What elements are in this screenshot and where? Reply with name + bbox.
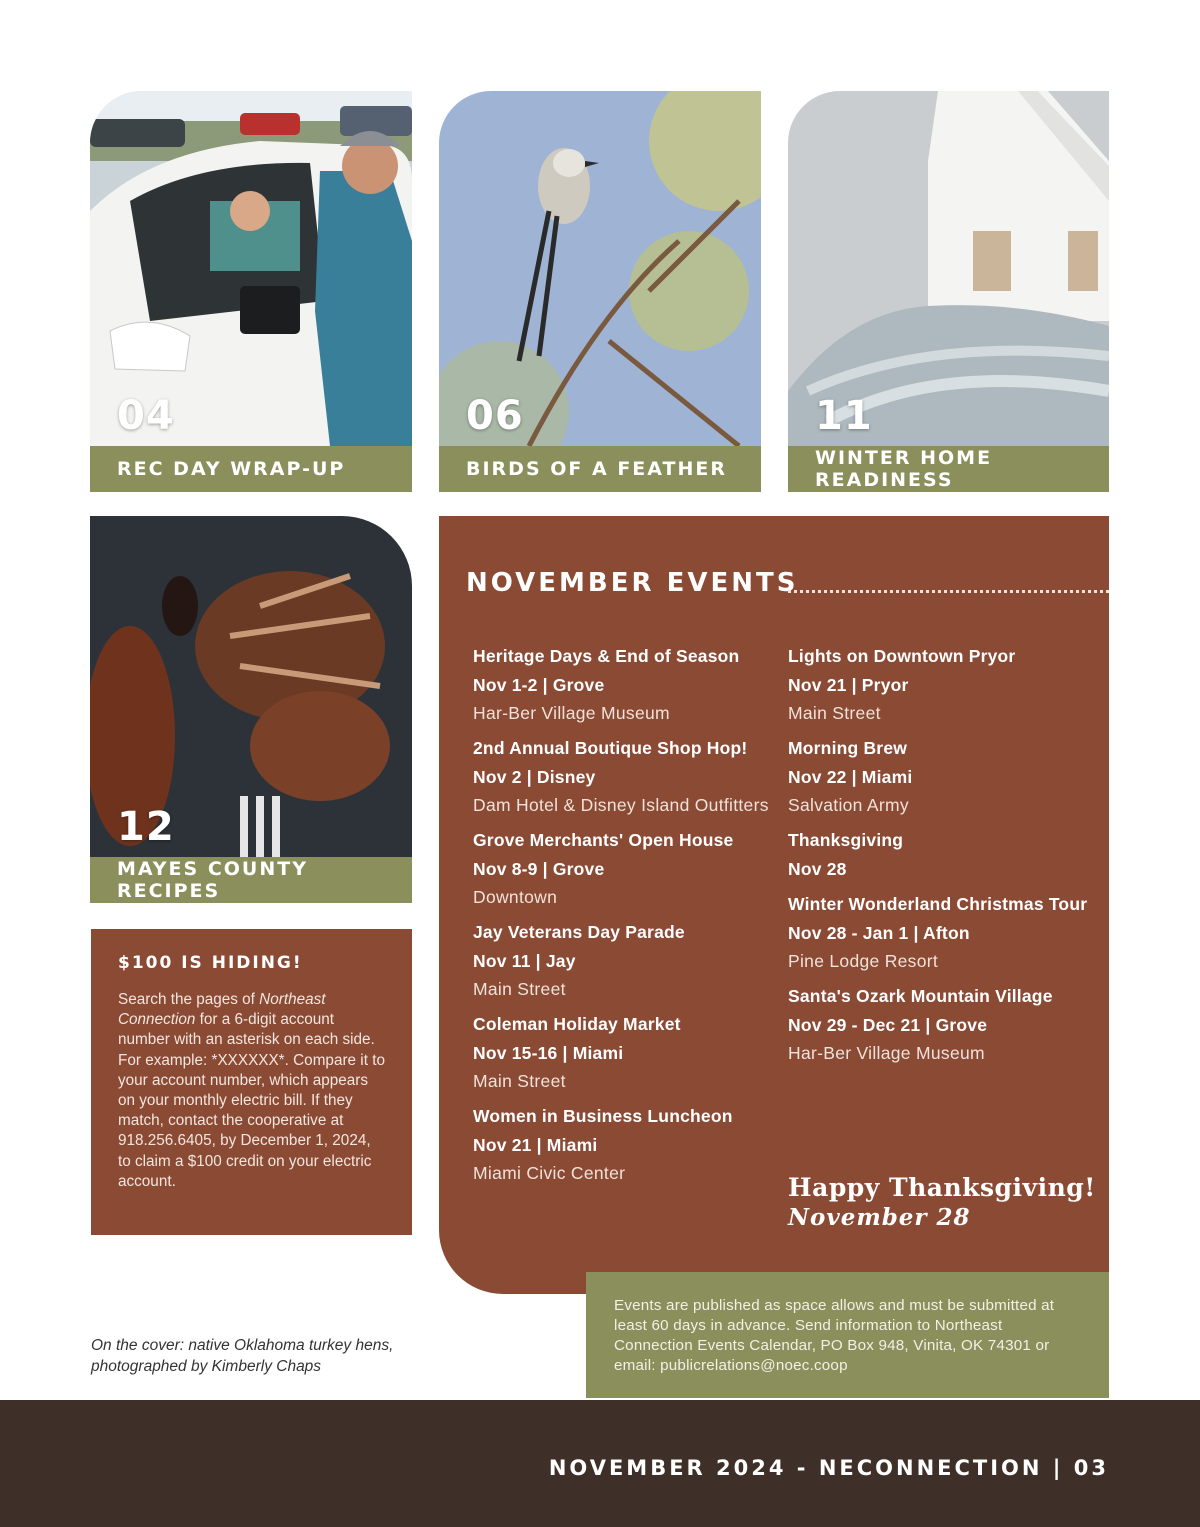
event-title: Women in Business Luncheon bbox=[473, 1106, 733, 1126]
event-venue: Main Street bbox=[473, 1071, 566, 1091]
footer-text: NOVEMBER 2024 - NECONNECTION | 03 bbox=[548, 1456, 1109, 1480]
event-venue: Main Street bbox=[788, 703, 881, 723]
event-venue: Har-Ber Village Museum bbox=[788, 1043, 985, 1063]
article-title[interactable]: MAYES COUNTY RECIPES bbox=[90, 857, 412, 903]
event-item bbox=[788, 984, 1088, 1065]
event-date: Nov 1-2 | Grove bbox=[473, 675, 605, 695]
event-title: Winter Wonderland Christmas Tour bbox=[788, 894, 1088, 914]
article-card-winter[interactable] bbox=[788, 91, 1109, 492]
event-venue: Downtown bbox=[473, 887, 558, 907]
event-date: Nov 21 | Pryor bbox=[788, 675, 909, 695]
event-venue: Pine Lodge Resort bbox=[788, 951, 939, 971]
page-number: 12 bbox=[117, 804, 175, 850]
event-date: Nov 11 | Jay bbox=[473, 951, 576, 971]
contest-title: $100 IS HIDING! bbox=[118, 953, 303, 973]
event-date: Nov 28 bbox=[788, 859, 847, 879]
event-item bbox=[473, 644, 773, 725]
greeting-text: Happy Thanksgiving! bbox=[788, 1173, 1096, 1202]
article-card-birds[interactable] bbox=[439, 91, 761, 492]
event-date: Nov 29 - Dec 21 | Grove bbox=[788, 1015, 988, 1035]
article-card-recipes[interactable] bbox=[90, 516, 412, 903]
page-number: 06 bbox=[466, 393, 524, 439]
dotted-divider bbox=[788, 590, 1109, 593]
event-venue: Dam Hotel & Disney Island Outfitters bbox=[473, 795, 769, 815]
event-title: Coleman Holiday Market bbox=[473, 1014, 681, 1034]
event-title: Santa's Ozark Mountain Village bbox=[788, 986, 1053, 1006]
event-item bbox=[788, 892, 1088, 973]
page-number: 11 bbox=[815, 393, 873, 439]
article-title[interactable]: WINTER HOME READINESS bbox=[788, 446, 1109, 492]
event-item bbox=[473, 920, 773, 1001]
page-number: 04 bbox=[117, 393, 175, 439]
event-date: Nov 15-16 | Miami bbox=[473, 1043, 624, 1063]
event-item bbox=[473, 736, 773, 817]
article-title[interactable]: BIRDS OF A FEATHER bbox=[439, 446, 761, 492]
article-title[interactable]: REC DAY WRAP-UP bbox=[90, 446, 412, 492]
event-title: Lights on Downtown Pryor bbox=[788, 646, 1016, 666]
event-item bbox=[473, 828, 773, 909]
event-date: Nov 22 | Miami bbox=[788, 767, 913, 787]
cover-caption: On the cover: native Oklahoma turkey hens, photographed by Kimberly Chaps bbox=[91, 1337, 394, 1375]
event-venue: Har-Ber Village Museum bbox=[473, 703, 670, 723]
contest-text: Search the pages of Northeast Connection for a 6-digit account number with an asterisk on each side. For example: *XXXXXX*. Compare it to your account number, which appears on your monthly electric bill. If they match, contact the cooperative at 918.256.6405, by December 1, 2024, to claim a $100 credit on your electric account. bbox=[118, 991, 385, 1190]
event-venue: Salvation Army bbox=[788, 795, 909, 815]
event-venue: Main Street bbox=[473, 979, 566, 999]
thanksgiving-greeting bbox=[788, 1173, 1096, 1231]
event-date: Nov 8-9 | Grove bbox=[473, 859, 605, 879]
event-item bbox=[788, 644, 1088, 725]
event-item bbox=[473, 1104, 773, 1185]
event-date: Nov 28 - Jan 1 | Afton bbox=[788, 923, 970, 943]
event-title: Grove Merchants' Open House bbox=[473, 830, 734, 850]
article-card-rec-day[interactable] bbox=[90, 91, 412, 492]
events-column-left bbox=[473, 644, 773, 1196]
event-item bbox=[788, 828, 1088, 881]
events-title: NOVEMBER EVENTS bbox=[466, 568, 799, 598]
event-date: Nov 21 | Miami bbox=[473, 1135, 598, 1155]
events-column-right bbox=[788, 644, 1088, 1076]
page-footer bbox=[0, 1400, 1200, 1527]
event-title: Heritage Days & End of Season bbox=[473, 646, 740, 666]
event-title: Thanksgiving bbox=[788, 830, 904, 850]
event-title: 2nd Annual Boutique Shop Hop! bbox=[473, 738, 748, 758]
event-venue: Miami Civic Center bbox=[473, 1163, 626, 1183]
events-panel bbox=[439, 516, 1109, 1294]
submission-notice: Events are published as space allows and must be submitted at least 60 days in advance. Send information to Northeast Connection Events Calendar, PO Box 948, Vinita, OK 74301 or email: publicrelations@noec.coop bbox=[586, 1272, 1109, 1398]
event-item bbox=[788, 736, 1088, 817]
event-date: Nov 2 | Disney bbox=[473, 767, 596, 787]
contest-box bbox=[91, 929, 412, 1235]
event-item bbox=[473, 1012, 773, 1093]
event-title: Jay Veterans Day Parade bbox=[473, 922, 685, 942]
greeting-date: November 28 bbox=[788, 1204, 971, 1231]
event-title: Morning Brew bbox=[788, 738, 908, 758]
